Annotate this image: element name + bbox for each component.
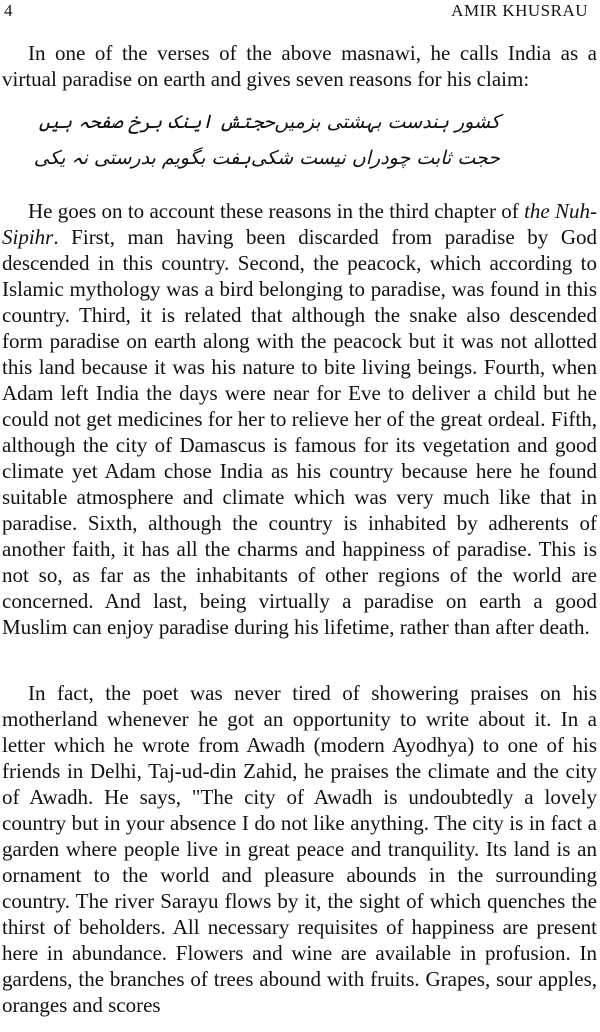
paragraph-seven-reasons-text-2: . First, man having been discarded from paradise by God descended in this country. Second, the peacock, which according to Islamic mythology was a bird belonging to paradise, was found in this country. Third, it is related that although the snake also descended form paradise on earth along with the peacock but it was not allotted this land because it was his nature to bite living beings. Fourth, when Adam left India the days were near for Eve to deliver a child but he could not get medicines for her to relieve her of the great ordeal. Fifth, although the city of Damascus is famous for its vegetation and good climate yet Adam chose India as his country because here he found suitable atmosphere and climate which was very much like that in paradise. Sixth, although the country is inhabited by adherents of another faith, it has all the charms and happiness of paradise. This is not so, as far as the inhabitants of other regions of the world are concerned. And last, being virtually a paradise on earth a good Muslim can enjoy paradise during his lifetime, rather than after death. (2, 225, 597, 639)
verse-line-2 (33, 140, 500, 176)
verse-line-1 (38, 104, 500, 140)
page-number: 4 (4, 1, 13, 20)
paragraph-awadh-letter: In fact, the poet was never tired of showering praises on his motherland whenever he got an opportunity to write about it. In a letter which he wrote from Awadh (modern Ayodhya) to one of his friends in Delhi, Taj-ud-din Zahid, he praises the climate and the city of Awadh. He says, "The city of Awadh is undoubtedly a lovely country but in your absence I do not like anything. The city is in fact a garden where people live in great peace and tranquility. Its land is an ornament to the world and pleasure abounds in the surrounding country. The river Sarayu flows by it, the sight of which quenches the thirst of beholders. All necessary requisites of happiness are present here in abundance. Flowers and wine are available in profusion. In gardens, the branches of trees abound with fruits. Grapes, sour apples, oranges and scores (2, 681, 597, 1017)
page-header (4, 0, 588, 22)
running-head: AMIR KHUSRAU (451, 1, 588, 20)
paragraph-intro: In one of the verses of the above masnawi, he calls India as a virtual paradise on earth and gives seven reasons for his claim: (2, 41, 597, 91)
persian-verse (33, 104, 500, 180)
paragraph-seven-reasons-text-1: He goes on to account these reasons in the third chapter of (28, 199, 525, 223)
book-title: the Nuh-Sipihr (2, 199, 597, 249)
verse-line-1-left: حجتش اینک برخ صفحہ ہیں (38, 111, 275, 133)
verse-line-2-left: ہفت بگویم بدرستی نہ یکی (33, 147, 251, 169)
verse-line-2-right: حجت ثابت چودراں نیست شکی (250, 147, 500, 169)
verse-line-1-right: کشور ہندست بہشتی بزمیں (274, 111, 500, 133)
paragraph-seven-reasons (2, 198, 597, 640)
